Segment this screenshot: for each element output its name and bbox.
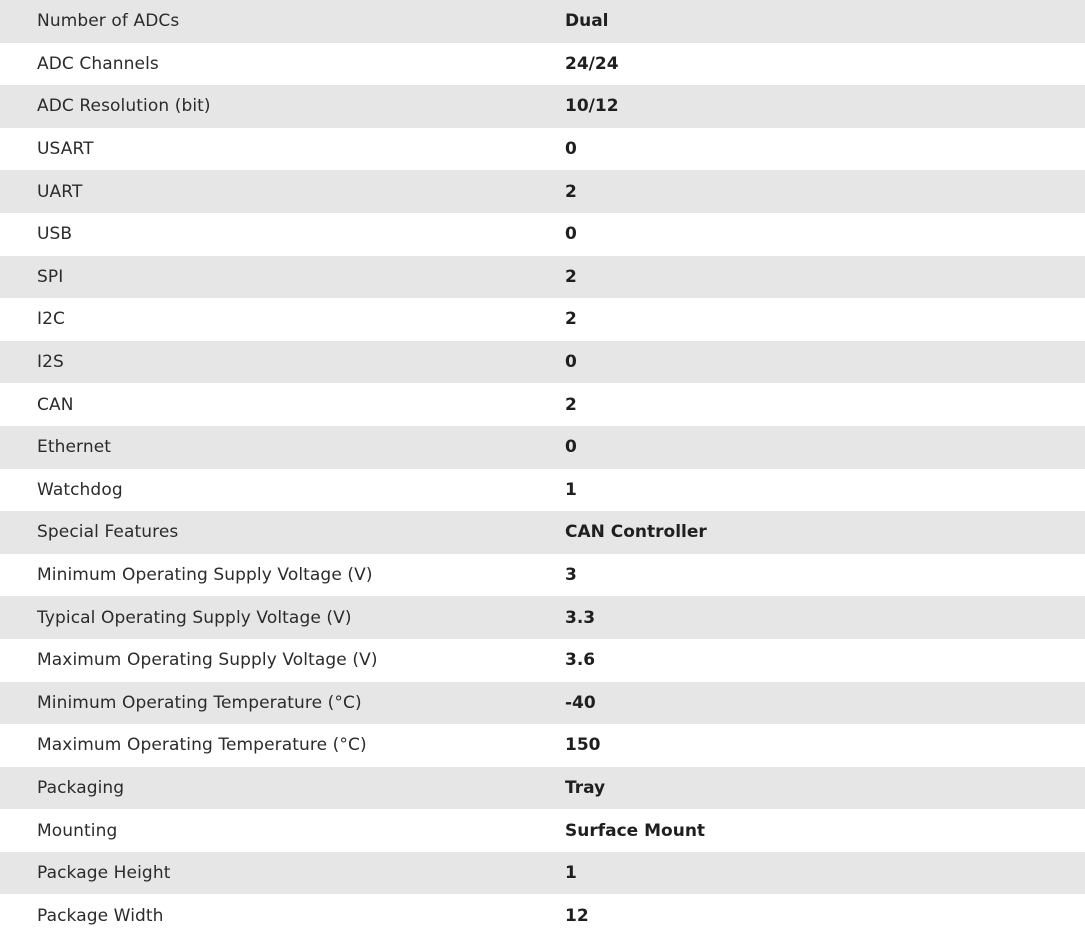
spec-name: USART: [37, 139, 94, 160]
spec-value: Surface Mount: [565, 820, 706, 841]
spec-name: Number of ADCs: [37, 11, 180, 32]
spec-row-spi: [0, 256, 1085, 299]
spec-name: Mounting: [37, 820, 118, 841]
spec-row-mounting: [0, 809, 1085, 852]
spec-value: Tray: [565, 777, 606, 798]
spec-row-adc-channels: [0, 43, 1085, 86]
spec-value: -40: [565, 692, 596, 713]
spec-name: Ethernet: [37, 437, 112, 458]
spec-value: 2: [565, 309, 577, 330]
spec-row-typ-supply-voltage: [0, 596, 1085, 639]
spec-value: 150: [565, 735, 601, 756]
spec-value: 3.6: [565, 650, 596, 671]
spec-value: 0: [565, 139, 577, 160]
spec-row-ethernet: [0, 426, 1085, 469]
spec-row-special-features: [0, 511, 1085, 554]
spec-value: 3: [565, 565, 577, 586]
spec-name: Package Width: [37, 905, 164, 926]
spec-name: Minimum Operating Temperature (°C): [37, 692, 362, 713]
spec-row-can: [0, 383, 1085, 426]
spec-name: Typical Operating Supply Voltage (V): [37, 607, 352, 628]
spec-row-adc-resolution: [0, 85, 1085, 128]
spec-name: I2C: [37, 309, 65, 330]
spec-name: Maximum Operating Temperature (°C): [37, 735, 367, 756]
spec-row-max-supply-voltage: [0, 639, 1085, 682]
spec-value: CAN Controller: [565, 522, 707, 543]
spec-row-min-temperature: [0, 682, 1085, 725]
spec-name: UART: [37, 181, 83, 202]
spec-row-usb: [0, 213, 1085, 256]
spec-name: Maximum Operating Supply Voltage (V): [37, 650, 378, 671]
spec-value: 2: [565, 394, 577, 415]
spec-name: Special Features: [37, 522, 179, 543]
spec-name: SPI: [37, 266, 64, 287]
spec-name: ADC Resolution (bit): [37, 96, 211, 117]
spec-value: 2: [565, 181, 577, 202]
spec-value: 1: [565, 479, 577, 500]
spec-name: Watchdog: [37, 479, 123, 500]
spec-name: Packaging: [37, 777, 125, 798]
spec-name: CAN: [37, 394, 74, 415]
spec-row-min-supply-voltage: [0, 554, 1085, 597]
spec-value: 2: [565, 266, 577, 287]
spec-value: 10/12: [565, 96, 619, 117]
spec-value: 0: [565, 224, 577, 245]
spec-row-max-temperature: [0, 724, 1085, 767]
spec-row-i2c: [0, 298, 1085, 341]
spec-value: 24/24: [565, 53, 619, 74]
spec-name: ADC Channels: [37, 53, 159, 74]
spec-value: 1: [565, 863, 577, 884]
spec-value: Dual: [565, 11, 609, 32]
spec-row-packaging: [0, 767, 1085, 810]
spec-name: Minimum Operating Supply Voltage (V): [37, 565, 373, 586]
spec-row-usart: [0, 128, 1085, 171]
spec-name: USB: [37, 224, 73, 245]
spec-name: I2S: [37, 352, 64, 373]
spec-row-number-of-adcs: [0, 0, 1085, 43]
spec-row-package-height: [0, 852, 1085, 895]
spec-row-watchdog: [0, 469, 1085, 512]
spec-value: 0: [565, 352, 577, 373]
spec-row-i2s: [0, 341, 1085, 384]
spec-row-uart: [0, 170, 1085, 213]
spec-value: 3.3: [565, 607, 596, 628]
spec-name: Package Height: [37, 863, 171, 884]
spec-row-package-width: [0, 894, 1085, 937]
spec-value: 12: [565, 905, 589, 926]
spec-value: 0: [565, 437, 577, 458]
